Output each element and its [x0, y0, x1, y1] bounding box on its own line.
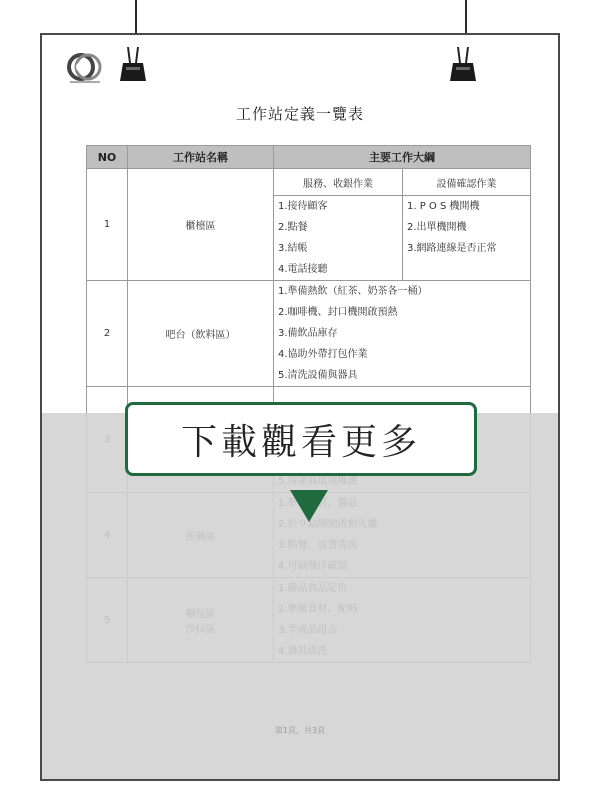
task-item: 3.網路連線是否正常	[407, 243, 497, 254]
page-footer: 第1頁，共3頁	[274, 726, 326, 735]
task-item: 5.清洗設備與器具	[278, 370, 358, 381]
header-no: NO	[87, 146, 128, 169]
table-header-row	[87, 146, 531, 169]
task-item: 4.協助外帶打包作業	[278, 349, 368, 360]
task-item: 1.接待顧客	[278, 201, 328, 212]
task-item: 3.備飲品庫存	[278, 328, 338, 339]
header-station-name: 工作站名稱	[128, 146, 274, 169]
service-task-list	[274, 196, 403, 281]
table-row	[87, 281, 531, 387]
task-list	[274, 281, 531, 387]
row-number: 1	[87, 169, 128, 281]
table-row	[87, 169, 531, 196]
station-name: 櫃檯區	[128, 169, 274, 281]
header-main-tasks: 主要工作大綱	[274, 146, 531, 169]
download-more-button[interactable]: 下載觀看更多	[125, 402, 477, 476]
row-number: 2	[87, 281, 128, 387]
binder-clip-right-icon	[450, 47, 476, 81]
task-item: 3.結帳	[278, 243, 308, 254]
sub-header-service: 服務、收銀作業	[274, 169, 403, 196]
task-item: 2.咖啡機、封口機開啟預熱	[278, 307, 398, 318]
task-item: 2.出單機開機	[407, 222, 467, 233]
task-item: 2.點餐	[278, 222, 308, 233]
sub-header-equipment: 設備確認作業	[403, 169, 531, 196]
arrow-down-icon[interactable]	[290, 490, 328, 522]
document-title: 工作站定義一覽表	[235, 105, 364, 123]
task-item: 1.準備熱飲（紅茶、奶茶各一桶）	[278, 286, 428, 297]
station-name: 吧台（飲料區）	[128, 281, 274, 387]
binder-clip-left-icon	[120, 47, 146, 81]
company-logo-icon	[66, 49, 106, 89]
task-item: 4.電話接聽	[278, 264, 328, 275]
equipment-task-list	[403, 196, 531, 281]
task-item: 1. P O S 機開機	[407, 201, 480, 212]
